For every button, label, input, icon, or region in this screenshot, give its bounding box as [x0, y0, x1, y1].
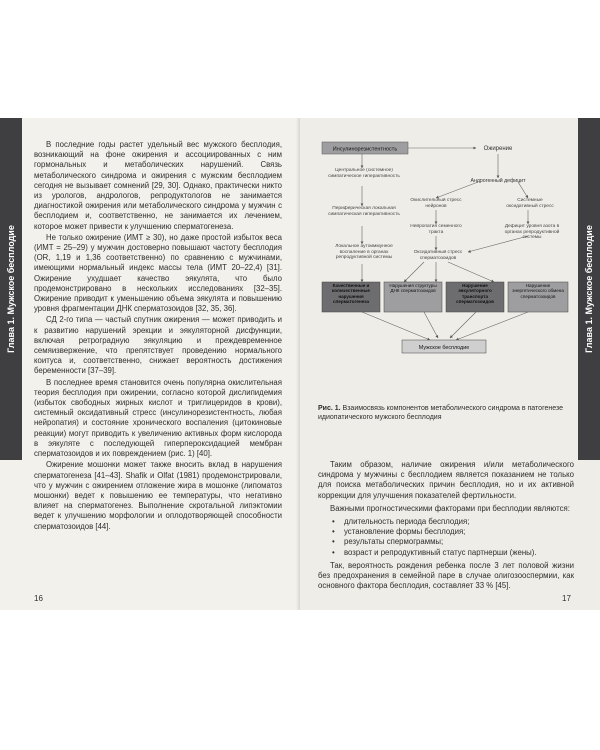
diagram-node-insulin: [322, 142, 408, 154]
diagram-node-inflammation: [322, 244, 406, 266]
list-item: • возраст и репродуктивный статус партнерши (жены).: [318, 548, 574, 558]
list-item: • результаты спермограммы;: [318, 537, 574, 547]
diagram-node-infertility: [402, 340, 486, 353]
diagram-node-oxidative-sperm: [410, 250, 466, 264]
chapter-tab-right: [578, 118, 600, 460]
diagram-label: Окислительный стресс нейронов: [410, 198, 462, 209]
diagram-node-obesity: [484, 146, 513, 152]
diagram-label: Нарушение эякуляторного транспорта сперматозоидов: [456, 283, 494, 305]
diagram-node-peripheral: [322, 206, 406, 226]
diagram-node-deficit: [502, 224, 562, 246]
figure-caption: [318, 404, 574, 422]
paragraph: Ожирение мошонки может также вносить вклад в нарушения сперматогенеза [41–43]. Shafik и Olfat (1981) продемонстрировали, что у мужчин с ожирением отложение жира в мошонке (липоматоз мошонки) ведет к повышению ее температуры, что негативно влияет на сперматогенез. Выполнение скротальной липэктомии ведет к улучшению морфологии и оплодотворяющей способности сперматозоидов [44].: [34, 460, 282, 531]
metabolic-syndrome-diagram: [318, 140, 574, 398]
left-page-text: [34, 140, 282, 533]
page-number-left: 16: [34, 594, 43, 603]
paragraph: В последнее время становится очень популярна окислительная теория бесплодия при ожирении, согласно которой дислипидемия (избыток свободных жирных кислот и триглицеридов в крови), системный оксидативный стресс (инсулинорезистентность, любая нейропатия) и состояние хронического воспаления (цитокиновые реакции) могут приводить к увеличению активных форм кислорода в эякуляте с последующей гиперпероксидацией мембран сперматозоидов и их повреждением (рис. 1) [40].: [34, 377, 282, 459]
diagram-label: Качественные и количественные нарушения сперматогенеза: [332, 283, 370, 305]
book-spread: [0, 118, 600, 610]
page-number-right: 17: [562, 594, 571, 603]
paragraph: Таким образом, наличие ожирения и/или метаболического синдрома у мужчины с бесплодием является показанием не только для поиска метаболических причин бесплодия, но и их активной коррекции для улучшения показателей фертильности.: [318, 460, 574, 500]
diagram-node-oxidative: [410, 198, 462, 212]
paragraph: Не только ожирение (ИМТ ≥ 30), но даже простой избыток веса (ИМТ = 25–29) у мужчин достоверно повышают частоту бесплодия (OR, 1,19 и 1,36 соответственно) по сравнению с мужчинами, имеющими нормальный индекс массы тела (ИМТ 20–22,4) [31]. Ожирение ухудшает качество эякулята, что было продемонстрировано в нескольких исследованиях [32–35]. Ожирение приводит к уменьшению объема эякулята и повышению уровня фрагментации ДНК сперматозоидов [32, 35, 36].: [34, 232, 282, 314]
diagram-label: Локальное аутоиммунное воспаление в органах репродуктивной системы: [335, 244, 393, 261]
diagram-node-systemic: [502, 198, 558, 212]
paragraph: СД 2-го типа — частый спутник ожирения — может приводить и к развитию нарушений эрекции и эякуляторной дисфункции, включая ретроградную эякуляцию и преждевременное семяизвержение, что препятствует проведению нормального коитуса и, соответственно, снижает вероятность достижения беременности [37–39].: [34, 315, 282, 376]
diagram-label: Мужское бесплодие: [418, 345, 470, 351]
paragraph: В последние годы растет удельный вес мужского бесплодия, возникающий на фоне ожирения и ассоциированных с ним гормональных и метаболических нарушений. Связь метаболического синдрома и ожирения с мужским бесплодием сегодня не вызывает сомнений [29, 30]. Однако, практически никто из урологов, андрологов, репродуктологов не занимается диагностикой ожирения или метаболического синдрома у мужчин с бесплодием и, соответственно, не занимается их лечением, которое может привести к улучшению сперматогенеза.: [34, 140, 282, 231]
right-page-text: [318, 460, 574, 594]
chapter-tab-left: [0, 118, 22, 460]
diagram-node-dna: [384, 282, 442, 312]
diagram-node-quality: [322, 282, 380, 312]
diagram-label: Оксидативный стресс сперматозоидов: [413, 250, 463, 261]
list-item: • установление формы бесплодия;: [318, 527, 574, 537]
diagram-label: Системные оксидативный стресс: [506, 198, 554, 209]
diagram-label: Дефицит уровня азота в органах репродуктивной системы: [504, 224, 560, 241]
diagram-node-androgen: [471, 177, 527, 184]
figure-caption-label: Рис. 1.: [318, 405, 341, 412]
paragraph: Важными прогностическими факторами при бесплодии являются:: [330, 503, 570, 513]
diagram-node-neuropathy: [410, 224, 462, 238]
left-page: [0, 118, 300, 610]
diagram-label: Андрогенный дефицит: [470, 178, 526, 184]
diagram-node-transport: [446, 282, 504, 312]
figure-caption-text: Взаимосвязь компонентов метаболического синдрома в патогенезе идиопатического мужского бесплодия: [318, 405, 563, 421]
diagram-label: Нарушение энергетического обмена сперматозоидов: [512, 283, 564, 299]
diagram-label: Центральное (системное) симпатическое гиперактивность: [328, 168, 400, 179]
paragraph: Так, вероятность рождения ребенка после 3 лет половой жизни без предохранения в семейной паре в случае олигозооспермии, как основного фактора бесплодия, составляет 33 % [45].: [318, 560, 574, 591]
chapter-tab-right-label: Глава 1. Мужское бесплодие: [584, 225, 594, 353]
list-item: • длительность периода бесплодия;: [318, 517, 574, 527]
prognostic-factors-list: [318, 517, 574, 558]
diagram-label: Нейропатия семенного тракта: [410, 224, 462, 235]
diagram-label: Периферическая локальная симпатическая гиперактивность: [328, 206, 400, 217]
diagram-label: Нарушения структуры ДНК сперматозоидов: [389, 283, 437, 294]
diagram-node-central: [322, 168, 406, 188]
diagram-label: Ожирение: [483, 146, 513, 152]
diagram-node-energy: [508, 282, 568, 312]
chapter-tab-left-label: Глава 1. Мужское бесплодие: [6, 225, 16, 353]
diagram-label: Инсулинорезистентность: [332, 146, 398, 153]
